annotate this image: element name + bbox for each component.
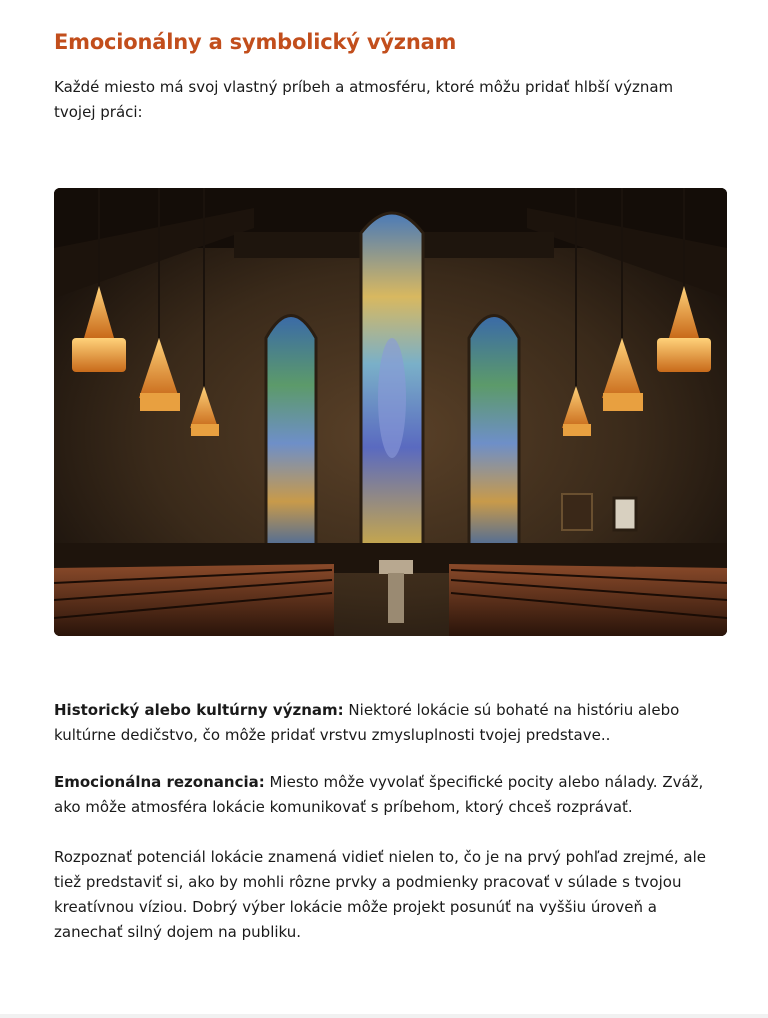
paragraph-lead: Emocionálna rezonancia:: [54, 773, 265, 791]
section-heading: Emocionálny a symbolický význam: [54, 30, 457, 54]
page-bottom-divider: [0, 1014, 768, 1018]
paragraph-text: Niektoré lokácie sú bohaté na históriu alebo kultúrne dedičstvo, čo môže pridať vrstvu zmysluplnosti tvojej predstave..: [54, 701, 680, 744]
paragraph-text: Rozpoznať potenciál lokácie znamená vidieť nielen to, čo je na prvý pohľad zrejmé, ale tiež predstaviť si, ako by mohli rôzne prvky a podmienky pracovať v súlade s tvojou kreatívnou víziou. Dobrý výber lokácie môže projekt posunúť na vyššiu úroveň a zanechať silný dojem na publiku.: [54, 848, 707, 941]
paragraph-emotional: [54, 770, 724, 820]
paragraph-text: Miesto môže vyvolať špecifické pocity alebo nálady. Zváž, ako môže atmosféra lokácie komunikovať s príbehom, ktorý chceš rozprávať.: [54, 773, 704, 816]
paragraph-conclusion: [54, 845, 724, 945]
intro-paragraph: Každé miesto má svoj vlastný príbeh a atmosféru, ktoré môžu pridať hlbší význam tvojej práci:: [54, 78, 674, 121]
paragraph-lead: Historický alebo kultúrny význam:: [54, 701, 344, 719]
church-interior-photo: [54, 188, 727, 636]
paragraph-historical: [54, 698, 724, 748]
